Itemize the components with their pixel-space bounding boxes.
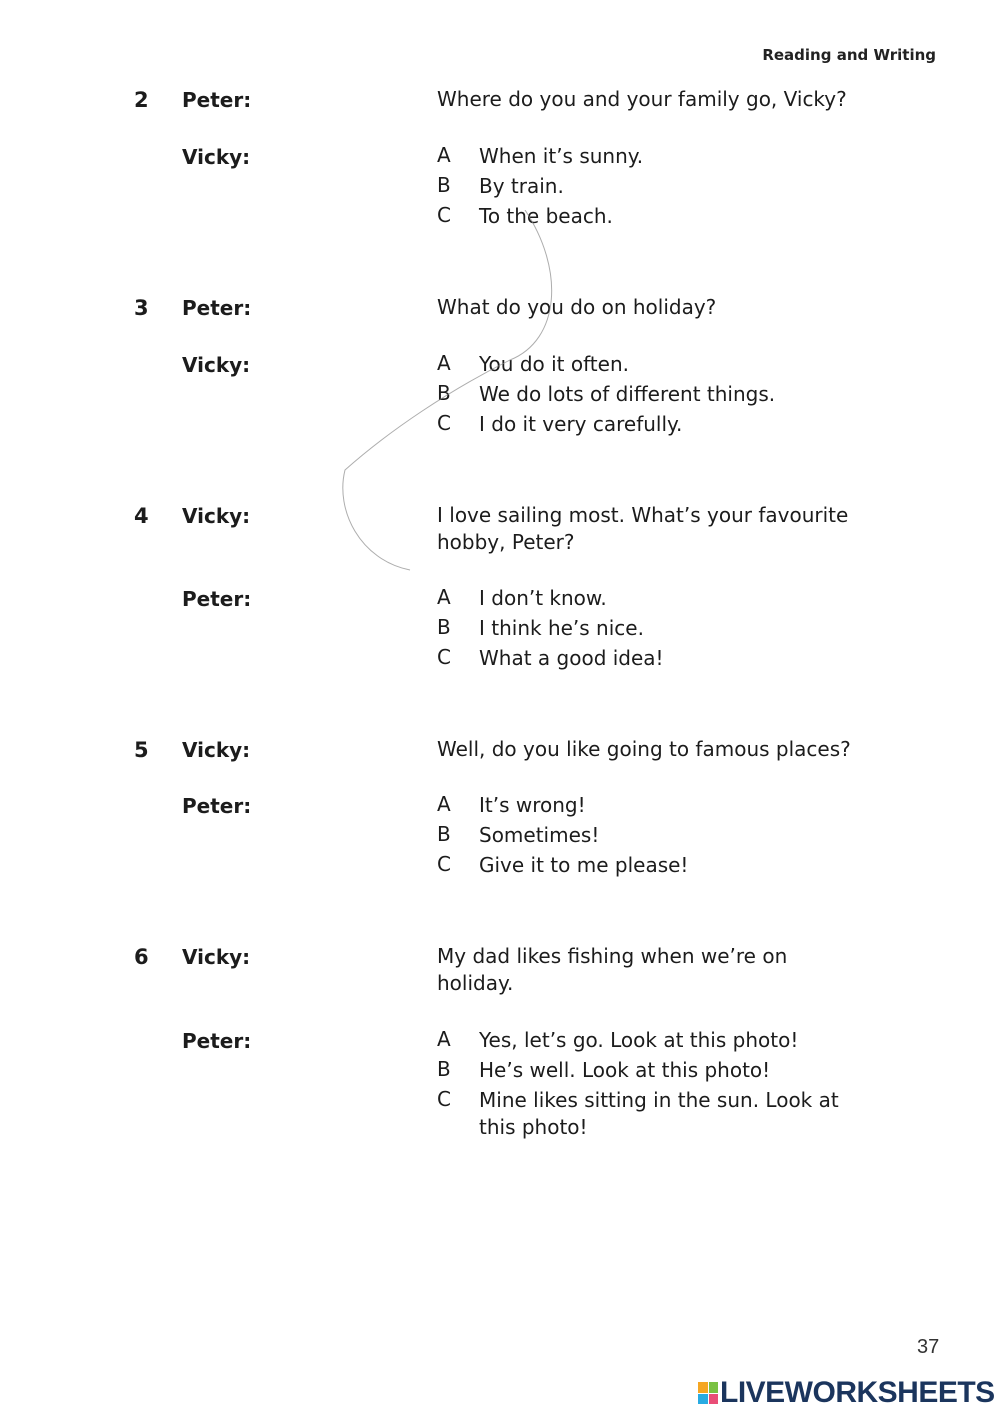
option-text[interactable]: I think he’s nice. [479,616,644,640]
question-number: 2 [134,88,149,112]
speaker-label: Vicky: [182,945,251,969]
option-letter[interactable]: B [437,1057,451,1081]
responder-label: Vicky: [182,145,251,169]
option-letter[interactable]: C [437,203,451,227]
responder-label: Peter: [182,1029,252,1053]
option-letter[interactable]: B [437,381,451,405]
logo-text: LIVEWORKSHEETS [720,1376,995,1409]
option-text[interactable]: Mine likes sitting in the sun. Look at this photo! [479,1088,839,1139]
option-text[interactable]: Sometimes! [479,823,600,847]
option-letter[interactable]: B [437,615,451,639]
option-text[interactable]: We do lots of different things. [479,382,776,406]
option-letter[interactable]: C [437,411,451,435]
option-text[interactable]: By train. [479,174,564,198]
speaker-label: Vicky: [182,504,251,528]
question-prompt: I love sailing most. What’s your favourite hobby, Peter? [437,503,849,554]
option-letter[interactable]: C [437,645,451,669]
option-text[interactable]: I don’t know. [479,586,607,610]
option-text[interactable]: To the beach. [479,204,613,228]
option-letter[interactable]: C [437,852,451,876]
responder-label: Peter: [182,794,252,818]
speaker-label: Vicky: [182,738,251,762]
speaker-label: Peter: [182,88,252,112]
option-letter[interactable]: A [437,1027,451,1051]
option-letter[interactable]: A [437,585,451,609]
option-letter[interactable]: A [437,792,451,816]
question-number: 6 [134,945,149,969]
option-text[interactable]: It’s wrong! [479,793,586,817]
speaker-label: Peter: [182,296,252,320]
option-text[interactable]: Yes, let’s go. Look at this photo! [479,1028,799,1052]
question-prompt: My dad likes fishing when we’re on holiday. [437,944,788,995]
responder-label: Peter: [182,587,252,611]
question-number: 5 [134,738,149,762]
option-letter[interactable]: B [437,173,451,197]
page-number: 37 [917,1336,940,1358]
option-text[interactable]: I do it very carefully. [479,412,683,436]
option-letter[interactable]: C [437,1087,451,1111]
option-letter[interactable]: B [437,822,451,846]
liveworksheets-logo [698,1378,995,1408]
option-text[interactable]: Give it to me please! [479,853,689,877]
question-number: 4 [134,504,149,528]
logo-icon [698,1382,718,1404]
responder-label: Vicky: [182,353,251,377]
question-prompt: What do you do on holiday? [437,295,717,319]
option-text[interactable]: You do it often. [479,352,629,376]
question-number: 3 [134,296,149,320]
question-prompt: Well, do you like going to famous places? [437,737,851,761]
question-prompt: Where do you and your family go, Vicky? [437,87,847,111]
section-title: Reading and Writing [762,46,936,64]
option-letter[interactable]: A [437,143,451,167]
pencil-scribble [330,210,570,580]
option-text[interactable]: What a good idea! [479,646,664,670]
option-text[interactable]: When it’s sunny. [479,144,644,168]
option-text[interactable]: He’s well. Look at this photo! [479,1058,771,1082]
option-letter[interactable]: A [437,351,451,375]
